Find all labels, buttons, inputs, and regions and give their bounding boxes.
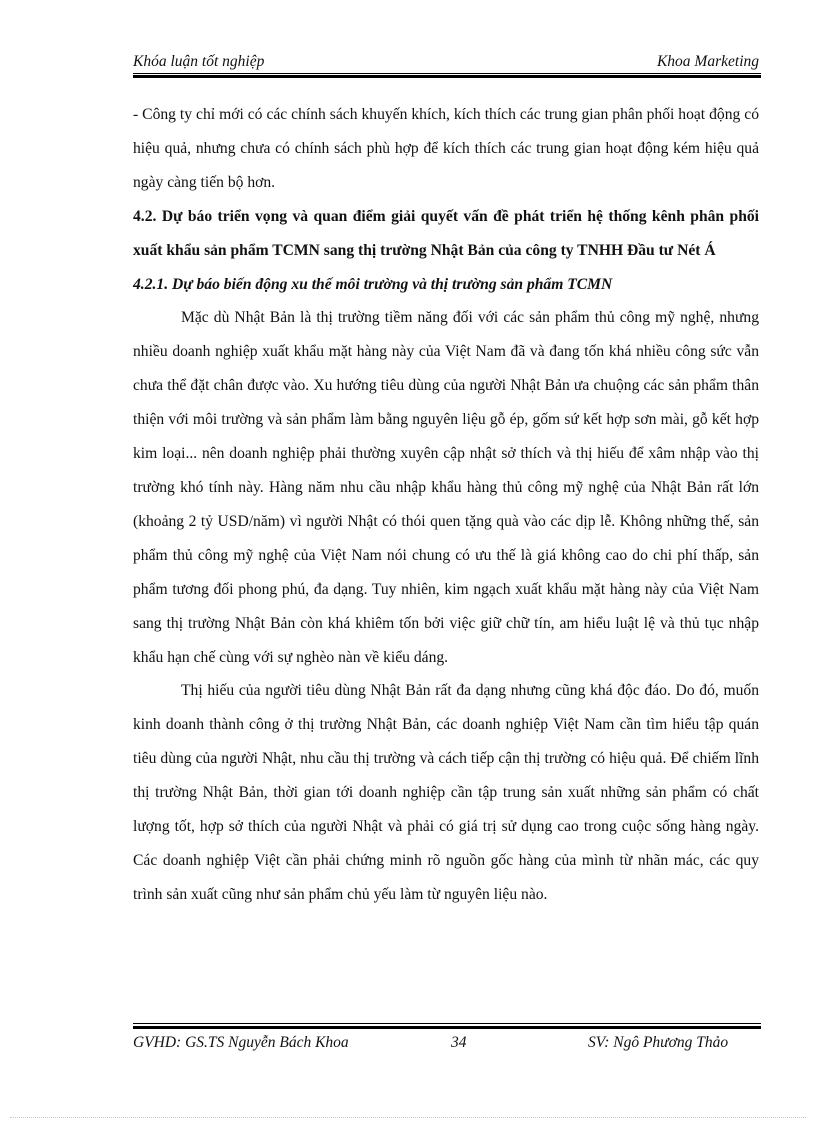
- header-rule-thin: [133, 73, 761, 74]
- page-footer: [133, 1034, 761, 1058]
- header-thesis-label: Khóa luận tốt nghiệp: [133, 53, 265, 70]
- footer-rule-thick: [133, 1026, 761, 1029]
- header-faculty-label: Khoa Marketing: [656, 53, 759, 70]
- page-number: 34: [451, 1034, 467, 1051]
- page-body: [133, 98, 759, 912]
- paragraph-market-potential: Mặc dù Nhật Bản là thị trường tiềm năng đối với các sản phẩm thủ công mỹ nghệ, nhưng nhiều doanh nghiệp xuất khẩu mặt hàng này của Việt Nam đã và đang tốn khá nhiều công sức vẫn chưa thể đặt chân được vào. Xu hướng tiêu dùng của người Nhật Bản ưa chuộng các sản phẩm thân thiện với môi trường và sản phẩm làm bằng nguyên liệu gỗ ép, gốm sứ kết hợp sơn mài, gỗ kết hợp kim loại... nên doanh nghiệp phải thường xuyên cập nhật sở thích và thị hiếu để xâm nhập vào thị trường khó tính này. Hàng năm nhu cầu nhập khẩu hàng thủ công mỹ nghệ của Nhật Bản rất lớn (khoảng 2 tỷ USD/năm) vì người Nhật có thói quen tặng quà vào các dịp lễ. Không những thế, sản phẩm thủ công mỹ nghệ của Việt Nam nói chung có ưu thế là giá không cao do chi phí thấp, sản phẩm tương đối phong phú, đa dạng. Tuy nhiên, kim ngạch xuất khẩu mặt hàng này của Việt Nam sang thị trường Nhật Bản còn khá khiêm tốn bởi việc giữ chữ tín, am hiểu luật lệ và thủ tục nhập khẩu hạn chế cùng với sự nghèo nàn về kiểu dáng.: [133, 309, 759, 666]
- footer-supervisor: GVHD: GS.TS Nguyễn Bách Khoa: [133, 1034, 349, 1051]
- footer-student: SV: Ngô Phương Thảo: [588, 1034, 729, 1051]
- page-header: [133, 50, 759, 74]
- paragraph-policy-note: - Công ty chỉ mới có các chính sách khuyến khích, kích thích các trung gian phân phối hoạt động có hiệu quả, nhưng chưa có chính sách phù hợp để kích thích các trung gian hoạt động kém hiệu quả ngày càng tiến bộ hơn.: [133, 106, 759, 191]
- section-heading-4-2: 4.2. Dự báo triển vọng và quan điểm giải quyết vấn đề phát triển hệ thống kênh phân phối xuất khẩu sản phẩm TCMN sang thị trường Nhật Bản của công ty TNHH Đầu tư Nét Á: [133, 207, 759, 259]
- page-bottom-edge: [10, 1117, 806, 1118]
- header-rule-thick: [133, 75, 761, 78]
- paragraph-consumer-taste: Thị hiếu của người tiêu dùng Nhật Bản rất đa dạng nhưng cũng khá độc đáo. Do đó, muốn kinh doanh thành công ở thị trường Nhật Bản, các doanh nghiệp Việt Nam cần tìm hiểu tập quán tiêu dùng của người Nhật, nhu cầu thị trường và cách tiếp cận thị trường có hiệu quả. Để chiếm lĩnh thị trường Nhật Bản, thời gian tới doanh nghiệp cần tập trung sản xuất những sản phẩm có chất lượng tốt, hợp sở thích của người Nhật và phải có giá trị sử dụng cao trong cuộc sống hàng ngày. Các doanh nghiệp Việt cần phải chứng minh rõ nguồn gốc hàng của mình từ nhãn mác, các quy trình sản xuất cũng như sản phẩm chủ yếu làm từ nguyên liệu nào.: [133, 682, 759, 903]
- footer-rule-thin: [133, 1023, 761, 1024]
- subsection-heading-4-2-1: 4.2.1. Dự báo biến động xu thế môi trường và thị trường sản phẩm TCMN: [133, 275, 613, 293]
